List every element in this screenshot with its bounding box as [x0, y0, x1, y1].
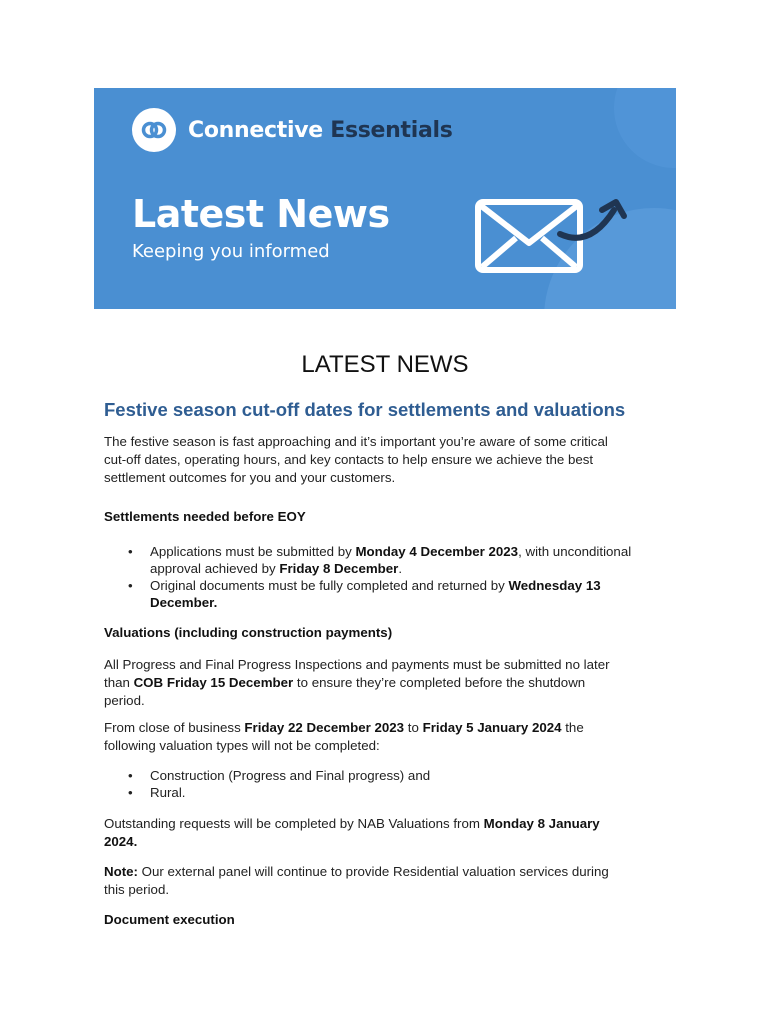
bullet-icon: • [128, 544, 133, 559]
paragraph-line: to [404, 720, 423, 735]
bullet-text: , with unconditional [518, 544, 632, 559]
brand-word-essentials: Essentials [330, 117, 453, 143]
settlements-heading-text: Settlements needed before EOY [104, 509, 306, 524]
brand-logo [132, 108, 453, 152]
bullet-text: Applications must be submitted by [150, 544, 356, 559]
brand-word-connective: Connective [188, 117, 323, 143]
shutdown-paragraph [104, 719, 584, 755]
resume-date: Monday 8 January [483, 816, 600, 831]
banner-title: Latest News [132, 192, 390, 236]
note-paragraph [104, 863, 609, 899]
paragraph-line: Outstanding requests will be completed by NAB Valuations from [104, 816, 484, 831]
cutoff-date: COB Friday 15 December [133, 675, 294, 690]
paragraph-line: Our external panel will continue to provide Residential valuation services during [137, 864, 609, 879]
brand-name [188, 118, 453, 143]
settlements-list [104, 543, 631, 611]
document-execution-heading [104, 911, 235, 929]
note-label: Note: [104, 864, 138, 879]
paragraph-line: than [104, 675, 134, 690]
bullet-date: Monday 4 December 2023 [355, 544, 519, 559]
paragraph-line: this period. [104, 882, 170, 897]
header-banner [94, 88, 676, 309]
bullet-date: December. [150, 595, 218, 610]
shutdown-start-date: Friday 22 December 2023 [244, 720, 405, 735]
envelope-icon [472, 196, 642, 276]
list-item [104, 767, 430, 784]
document-execution-heading-text: Document execution [104, 912, 235, 927]
paragraph-line: the [561, 720, 584, 735]
outstanding-paragraph [104, 815, 600, 851]
bullet-date: Wednesday 13 [508, 578, 601, 593]
bullet-icon: • [128, 785, 133, 800]
resume-date: 2024. [104, 834, 138, 849]
paragraph-line: to ensure they’re completed before the shutdown [293, 675, 586, 690]
intro-line: The festive season is fast approaching and it’s important you’re aware of some critical [104, 434, 608, 449]
valuations-paragraph [104, 656, 610, 710]
shutdown-end-date: Friday 5 January 2024 [422, 720, 562, 735]
paragraph-line: From close of business [104, 720, 245, 735]
bullet-text: . [398, 561, 403, 576]
bullet-icon: • [128, 768, 133, 783]
bullet-text: Original documents must be fully completed and returned by [150, 578, 509, 593]
banner-subtitle: Keeping you informed [132, 241, 330, 262]
intro-line: settlement outcomes for you and your customers. [104, 470, 396, 485]
bullet-text: Construction (Progress and Final progress) and [150, 768, 431, 783]
section-title: Festive season cut-off dates for settlements and valuations [104, 399, 626, 420]
bullet-text: Rural. [150, 785, 186, 800]
paragraph-line: All Progress and Final Progress Inspections and payments must be submitted no later [104, 657, 610, 672]
bullet-icon: • [128, 578, 133, 593]
connective-logo-icon [132, 108, 176, 152]
list-item [104, 577, 631, 611]
page-title: LATEST NEWS [301, 351, 469, 378]
list-item [104, 784, 430, 801]
paragraph-line: period. [104, 693, 145, 708]
settlements-heading [104, 508, 306, 526]
banner-decoration [614, 88, 676, 168]
bullet-text: approval achieved by [150, 561, 280, 576]
valuation-types-list [104, 767, 430, 801]
valuations-heading [104, 624, 392, 642]
paragraph-line: following valuation types will not be completed: [104, 738, 380, 753]
intro-line: cut-off dates, operating hours, and key contacts to help ensure we achieve the best [104, 452, 594, 467]
valuations-heading-text: Valuations (including construction payments) [104, 625, 393, 640]
bullet-date: Friday 8 December [279, 561, 399, 576]
intro-paragraph [104, 433, 608, 487]
list-item [104, 543, 631, 577]
